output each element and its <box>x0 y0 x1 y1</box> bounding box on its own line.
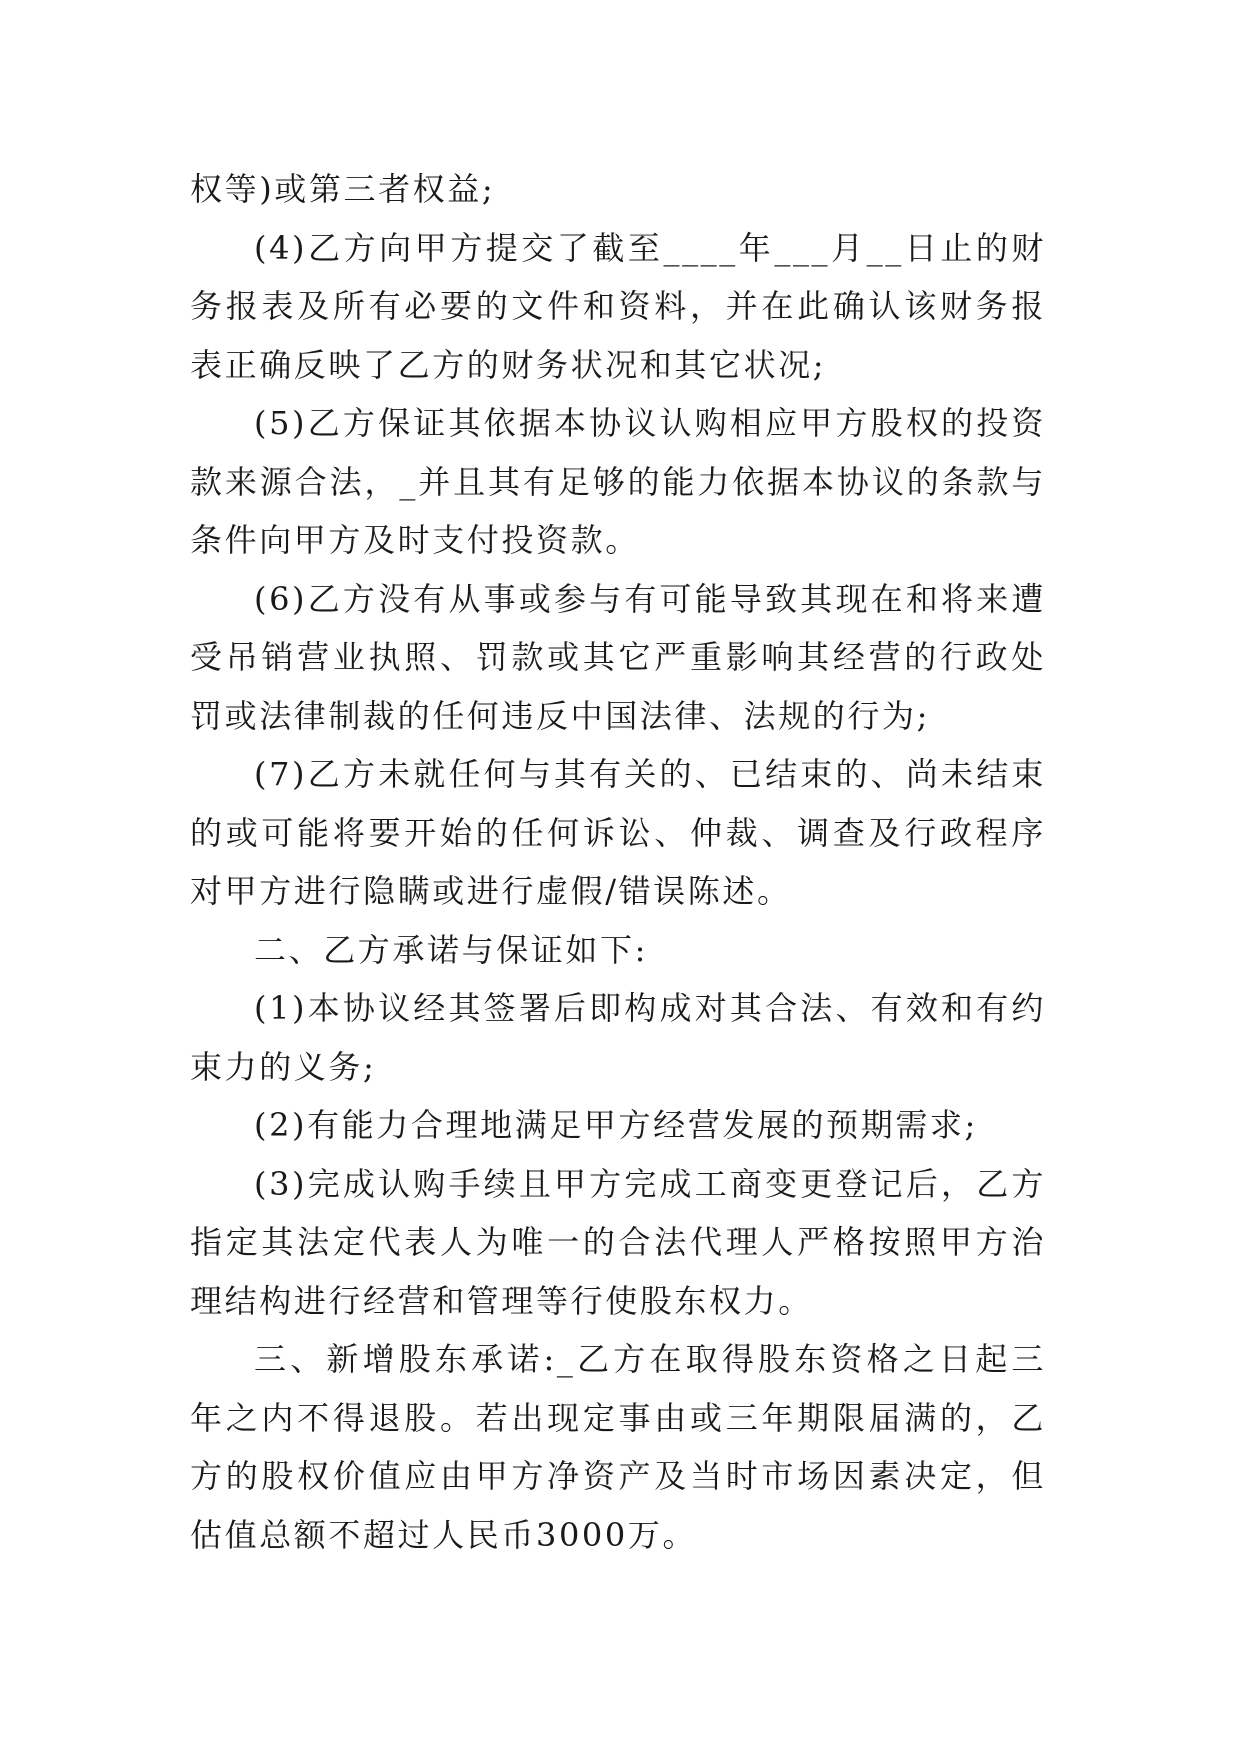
paragraph-item-4: (4)乙方向甲方提交了截至____年___月__日止的财务报表及所有必要的文件和资料，并在此确认该财务报表正确反映了乙方的财务状况和其它状况; <box>190 228 1046 384</box>
paragraph-item-5: (5)乙方保证其依据本协议认购相应甲方股权的投资款来源合法，_并且其有足够的能力依据本协议的条款与条件向甲方及时支付投资款。 <box>190 404 1046 559</box>
paragraph-commitment-3: (3)完成认购手续且甲方完成工商变更登记后，乙方指定其法定代表人为唯一的合法代理人严格按照甲方治理结构进行经营和管理等行使股东权力。 <box>190 1164 1046 1320</box>
document-body <box>190 160 1046 1564</box>
section-heading-2: 二、乙方承诺与保证如下: <box>254 930 648 969</box>
section-paragraph-3: 三、新增股东承诺:_乙方在取得股东资格之日起三年之内不得退股。若出现定事由或三年期限届满的，乙方的股权价值应由甲方净资产及当时市场因素决定，但估值总额不超过人民币3000万。 <box>190 1340 1046 1554</box>
paragraph-continuation: 权等)或第三者权益; <box>190 170 496 208</box>
paragraph-item-6: (6)乙方没有从事或参与有可能导致其现在和将来遭受吊销营业执照、罚款或其它严重影响其经营的行政处罚或法律制裁的任何违反中国法律、法规的行为; <box>190 579 1046 735</box>
paragraph-commitment-2: (2)有能力合理地满足甲方经营发展的预期需求; <box>254 1106 978 1144</box>
paragraph-commitment-1: (1)本协议经其签署后即构成对其合法、有效和有约束力的义务; <box>190 989 1046 1086</box>
paragraph-item-7: (7)乙方未就任何与其有关的、已结束的、尚未结束的或可能将要开始的任何诉讼、仲裁、调查及行政程序对甲方进行隐瞒或进行虚假/错误陈述。 <box>190 755 1046 910</box>
